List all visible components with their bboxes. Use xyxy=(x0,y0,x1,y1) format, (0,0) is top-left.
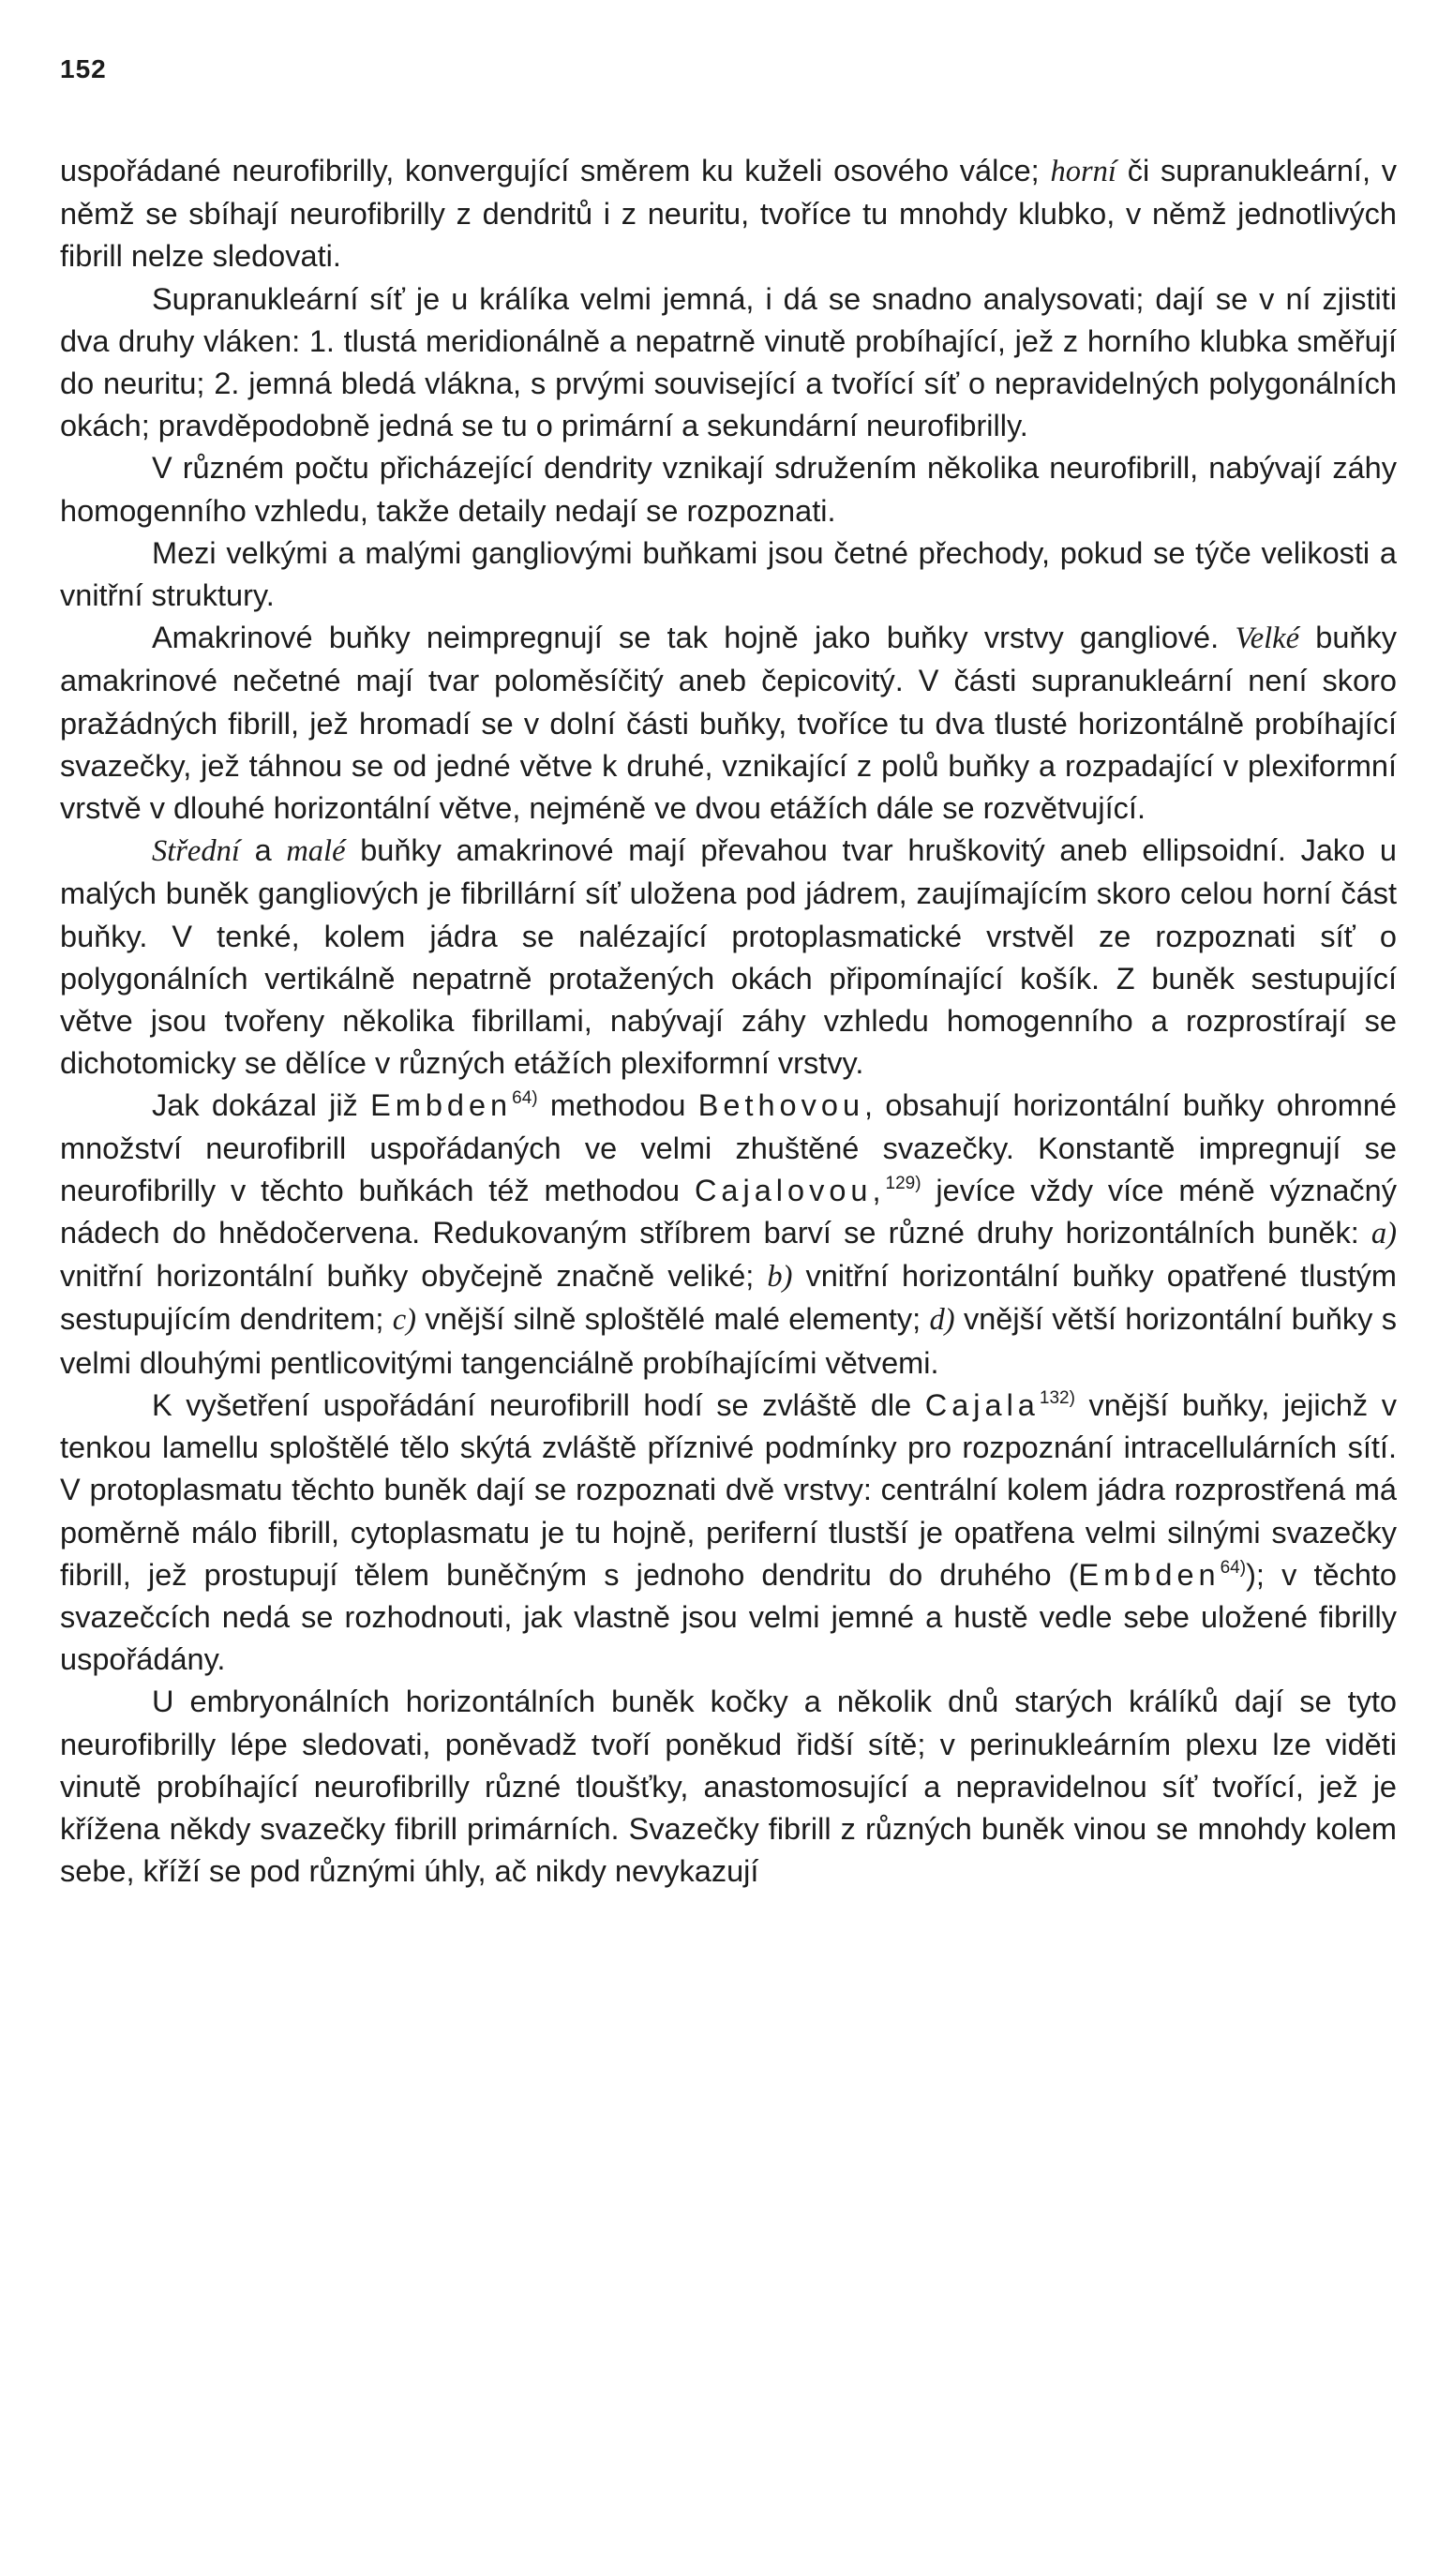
italic-term: horní xyxy=(1050,155,1116,188)
paragraph-embryonal xyxy=(60,1681,1397,1893)
text-run: jevíce vždy více méně význačný nádech do hnědočervena. Redukovaným stříbrem barví se různé druhy horizontálních buněk: xyxy=(60,1173,1397,1251)
author-name: Cajala xyxy=(924,1387,1040,1422)
italic-term: b) xyxy=(767,1260,793,1295)
italic-term: a) xyxy=(1371,1217,1397,1251)
paragraph-continuation xyxy=(60,150,1397,278)
paragraph-amacrine xyxy=(60,617,1397,830)
text-run: , obsahují horizontální buňky ohromné množství neurofibrill uspořádaných ve velmi zhuštěné svazečky. Konstantě impregnují se neurofibrilly v těchto buňkách též methodou xyxy=(60,1088,1397,1207)
text-run: buňky amakrinové nečetné mají tvar poloměsíčitý aneb čepicovitý. V části supranukleární není skoro pražádných fibrill, jež hromadí se v dolní části buňky, tvoříce tu dva tlusté horizontálně probíhající svazečky, jež táhnou se od jedné větve k druhé, vznikající z polů buňky a rozpadající v plexiformní vrstvě v dlouhé horizontální větve, nejméně ve dvou etážích dále se rozvětvující. xyxy=(60,621,1397,826)
paragraph-transitions xyxy=(60,532,1397,617)
paragraph-horizontal-cells xyxy=(60,1085,1397,1384)
text-run: Amakrinové buňky neimpregnují se tak hojně jako buňky vrstvy gangliové. xyxy=(152,621,1236,655)
text-run: či supranukleární, v němž se sbíhají neurofibrilly z dendritů i z neuritu, tvoříce tu mnohdy klubko, v němž jednotlivých fibrill nelze sledovati. xyxy=(60,154,1397,274)
paragraph-middle-small-amacrine xyxy=(60,830,1397,1085)
paragraph-supranuclear-net xyxy=(60,278,1397,448)
text-run: V různém počtu přicházející dendrity vznikají sdružením několika neurofibrill, nabývají záhy homogenního vzhledu, takže detaily nedají se rozpoznati. xyxy=(60,451,1397,528)
text-run: Jak dokázal již xyxy=(152,1088,371,1123)
body-text xyxy=(60,150,1397,1893)
text-run: Mezi velkými a malými gangliovými buňkami jsou četné přechody, pokud se týče velikosti a vnitřní struktury. xyxy=(60,535,1397,613)
author-name: Cajalovou, xyxy=(694,1173,886,1207)
paragraph-dendrites xyxy=(60,447,1397,532)
italic-term: malé xyxy=(286,834,346,869)
author-name: Embden xyxy=(370,1088,513,1123)
text-run: vnitřní horizontální buňky obyčejně značně veliké; xyxy=(60,1259,768,1294)
author-name: Embden xyxy=(1078,1557,1221,1592)
text-run: methodou xyxy=(537,1088,698,1123)
text-run: vnější buňky, jejichž v tenkou lamellu sploštělé tělo skýtá zvláště příznivé podmínky pro rozpoznání intracellulárních sítí. V protoplasmatu těchto buněk dají se rozpoznati dvě vrstvy: centrální kolem jádra rozprostřená má poměrně málo fibrill, cytoplasmatu je tu hojně, periferní tlustší je opatřena velmi silnými svazečky fibrill, jež prostupují tělem buněčným s jednoho dendritu do druhého ( xyxy=(60,1387,1397,1592)
italic-term: c) xyxy=(392,1303,416,1338)
italic-term: d) xyxy=(929,1303,955,1338)
text-run: uspořádané neurofibrilly, konvergující směrem ku kuželi osového válce; xyxy=(60,154,1051,187)
text-run: a xyxy=(239,833,287,868)
footnote-reference: 64) xyxy=(512,1088,538,1109)
text-run: Supranukleární síť je u králíka velmi jemná, i dá se snadno analysovati; dají se v ní zjistiti dva druhy vláken: 1. tlustá meridionálně a nepatrně vinutě probíhající, jež z horního klubka směřují do neuritu; 2. jemná bledá vlákna, s prvými související a tvořící síť o nepravidelných polygonálních okách; pravděpodobně jedná se tu o primární a sekundární neurofibrilly. xyxy=(60,281,1397,443)
author-name: Bethovou xyxy=(697,1088,865,1123)
page-number: 152 xyxy=(60,54,107,83)
italic-term: Velké xyxy=(1235,622,1299,656)
italic-term: Střední xyxy=(152,834,240,869)
text-run: U embryonálních horizontálních buněk kočky a několik dnů starých králíků dají se tyto neurofibrilly lépe sledovati, poněvadž tvoří poněkud řidší sítě; v perinukleárním plexu lze viděti vinutě probíhající neurofibrilly různé tloušťky, anastomosující a nepravidelnou síť tvořící, jež je křížena někdy svazečky fibrill primárních. Svazečky fibrill z různých buněk vinou se mnohdy kolem sebe, kříží se pod různými úhly, ač nikdy nevykazují xyxy=(60,1685,1397,1889)
footnote-reference: 64) xyxy=(1220,1557,1247,1578)
text-run: buňky amakrinové mají převahou tvar hruškovitý aneb ellipsoidní. Jako u malých buněk gangliových je fibrillární síť uložena pod jádrem, zaujímajícím skoro celou horní část buňky. V tenké, kolem jádra se nalézající protoplasmatické vrstvěl ze rozpoznati síť o polygonálních vertikálně nepatrně protažených okách připomínající košík. Z buněk sestupující větve jsou tvořeny několika fibrillami, nabývají záhy vzhledu homogenního a rozprostírají se dichotomicky se dělíce v různých etážích plexiformní vrstvy. xyxy=(60,833,1397,1081)
paragraph-outer-cells xyxy=(60,1385,1397,1681)
text-run: vnitřní horizontální buňky opatřené tlustým sestupujícím dendritem; xyxy=(60,1259,1397,1337)
text-run: vnější silně sploštělé malé elementy; xyxy=(415,1302,930,1337)
text-run: ); v těchto svazečcích nedá se rozhodnouti, jak vlastně jsou velmi jemné a hustě vedle sebe uložené fibrilly uspořádány. xyxy=(60,1557,1397,1677)
footnote-reference: 132) xyxy=(1039,1387,1075,1408)
text-run: vnější větší horizontální buňky s velmi dlouhými pentlicovitými tangenciálně probíhajícími větvemi. xyxy=(60,1302,1397,1380)
footnote-reference: 129) xyxy=(885,1173,921,1193)
text-run: K vyšetření uspořádání neurofibrill hodí se zvláště dle xyxy=(152,1387,925,1422)
